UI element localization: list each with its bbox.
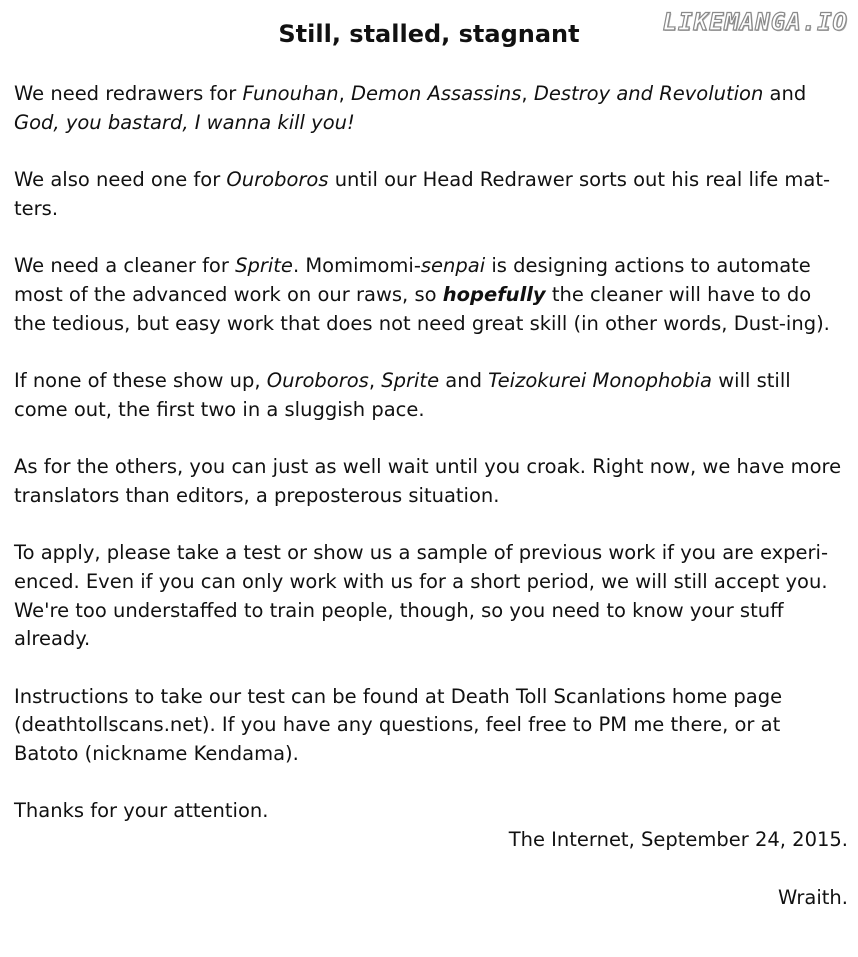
paragraph-redrawers — [14, 80, 848, 137]
text-span: We need a cleaner for — [14, 254, 236, 278]
series-title: Destroy and Revolution — [533, 82, 764, 105]
text-span: , — [368, 368, 382, 392]
paragraph-apply: To apply, please take a test or show us a sample of previous work if you are experi-enced. Even if you can only work with us for a short period, we will still accept you. We're too understaffed to train people, though, so you need to know your stuff already. — [14, 541, 829, 651]
text-span: . Momimomi- — [292, 254, 421, 278]
text-span: We need redrawers for — [14, 82, 243, 105]
text-span: , — [338, 82, 352, 105]
text-span: We also need one for — [14, 168, 227, 192]
text-span: until our Head Redrawer sorts out his real life mat-ters. — [14, 168, 831, 220]
paragraph-instructions: Instructions to take our test can be found at Death Toll Scanlations home page (deathtollscans.net). If you have any questions, feel free to PM me there, or at Batoto (nickname Kendama). — [14, 684, 783, 766]
paragraph-cleaner — [14, 252, 848, 338]
series-title: Teizokurei Monophobia — [488, 368, 712, 392]
text-span: , — [521, 82, 534, 105]
text-span: the cleaner will have to do the tedious, but easy work that does not need great skill (in other words, Dust-ing). — [14, 282, 830, 335]
series-title: Ouroboros — [266, 368, 369, 392]
text-span: and — [763, 82, 807, 105]
text-span: and — [439, 368, 489, 392]
text-span: is designing actions to automate most of the advanced work on our raws, so — [14, 254, 811, 306]
text-span: If none of these show up, — [14, 368, 267, 392]
series-title: Sprite — [381, 368, 440, 392]
page-title: Still, stalled, stagnant — [278, 20, 580, 48]
series-title: Sprite — [235, 254, 293, 278]
emphasis-text: senpai — [420, 254, 486, 278]
paragraph-others: As for the others, you can just as well wait until you croak. Right now, we have more translators than editors, a preposterous situation. — [14, 455, 842, 507]
text-span: will still come out, the first two in a sluggish pace. — [14, 368, 791, 421]
series-title: God, you bastard, I wanna kill you! — [14, 110, 355, 134]
spacer — [14, 855, 848, 884]
paragraph-fallback — [14, 367, 848, 424]
emphasis-text: hopefully — [442, 282, 546, 306]
series-title: Ouroboros — [226, 168, 329, 192]
signature: Wraith. — [778, 885, 848, 909]
dateline: The Internet, September 24, 2015. — [508, 828, 848, 852]
paragraph-thanks: Thanks for your attention. — [14, 799, 269, 823]
watermark-logo: LIKEMANGA.IO — [662, 8, 848, 36]
series-title: Funouhan — [242, 82, 339, 105]
series-title: Demon Assassins — [351, 82, 522, 105]
letter-body — [14, 80, 848, 912]
paragraph-ouroboros — [14, 166, 848, 223]
